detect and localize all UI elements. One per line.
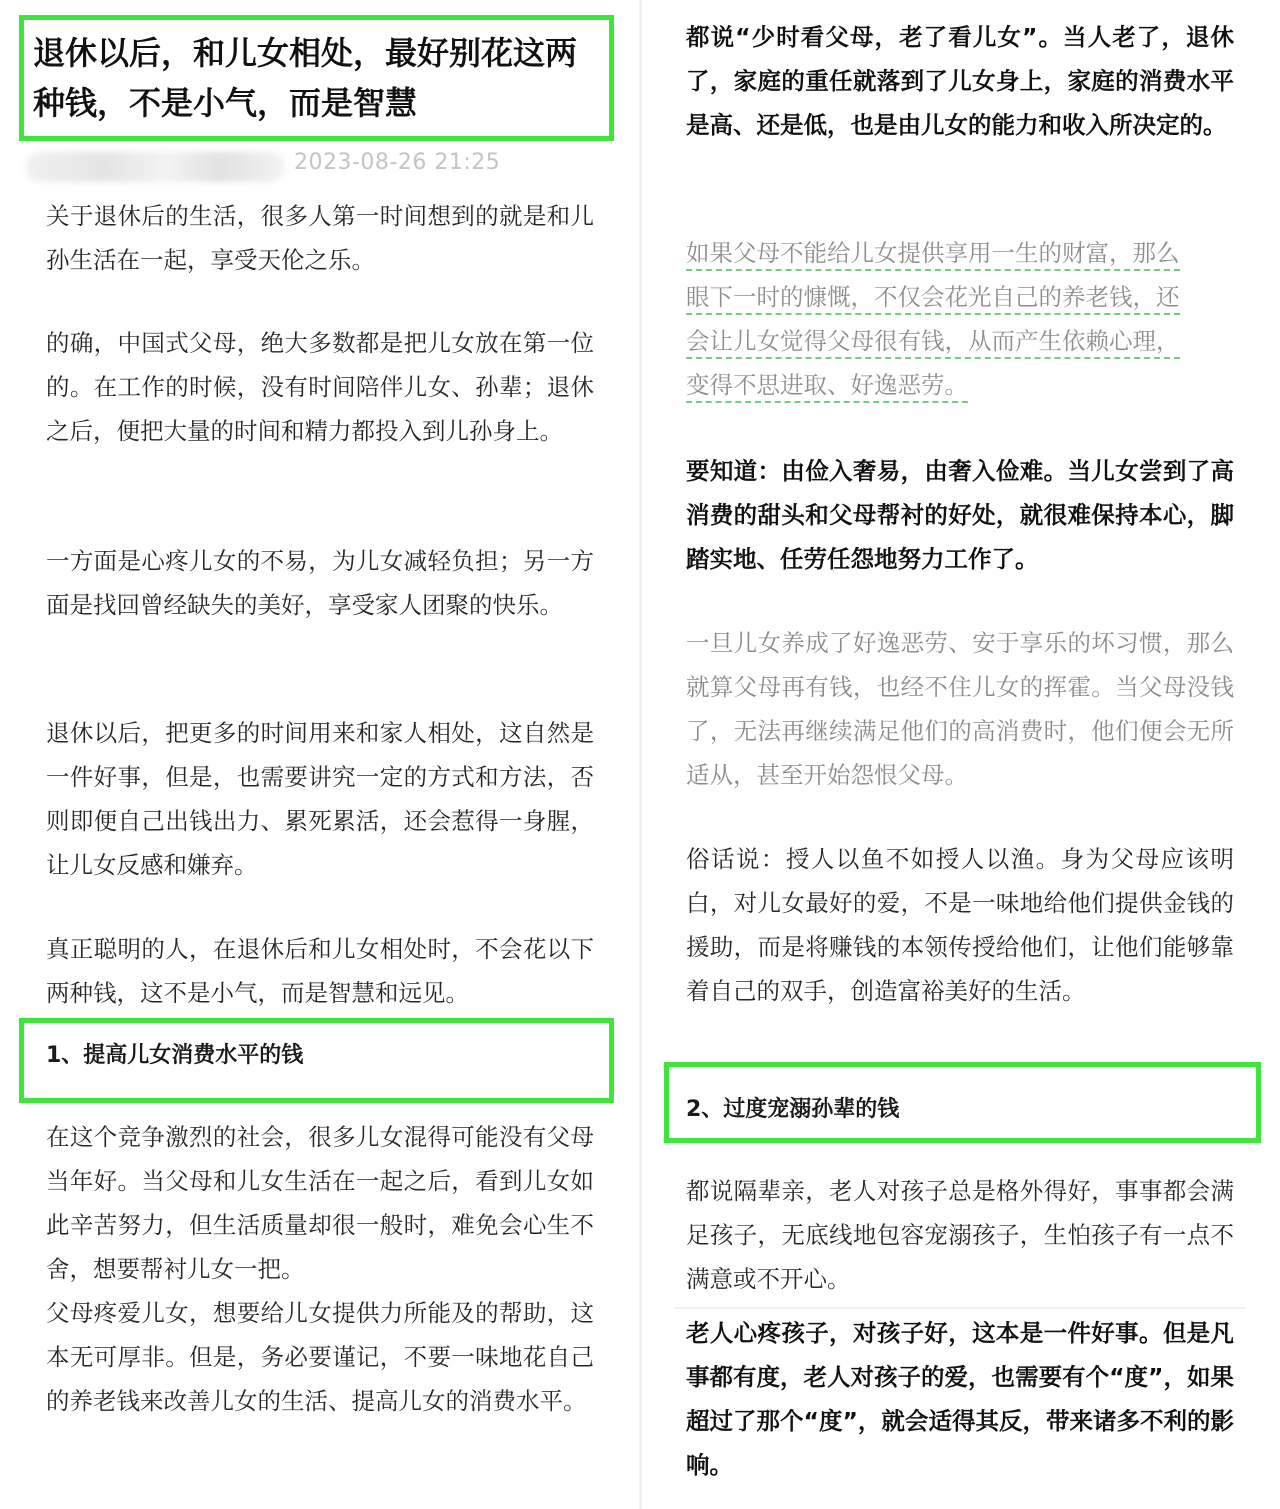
right-paragraph-4: 一旦儿女养成了好逸恶劳、安于享乐的坏习惯，那么就算父母再有钱，也经不住儿女的挥霍。当父母没钱了，无法再继续满足他们的高消费时，他们便会无所适从，甚至开始怨恨父母。 [686, 629, 1234, 789]
section-2-heading: 2、过度宠溺孙辈的钱 [686, 1097, 900, 1122]
paragraph-separator [674, 1307, 1246, 1309]
right-paragraph-1: 都说“少时看父母，老了看儿女”。当人老了，退休了，家庭的重任就落到了儿女身上，家庭的消费水平是高、还是低，也是由儿女的能力和收入所决定的。 [686, 23, 1234, 139]
quote-line-2: 眼下一时的慷慨，不仅会花光自己的养老钱，还 [686, 283, 1180, 315]
article-title: 退休以后，和儿女相处，最好别花这两种钱，不是小气，而是智慧 [33, 34, 578, 122]
left-paragraph-6: 在这个竞争激烈的社会，很多儿女混得可能没有父母当年好。当父母和儿女生活在一起之后，看到儿女如此辛苦努力，但生活质量却很一般时，难免会心生不舍，想要帮衬儿女一把。 [46, 1123, 594, 1283]
right-paragraph-7: 老人心疼孩子，对孩子好，这本是一件好事。但是凡事都有度，老人对孩子的爱，也需要有个“度”，如果超过了那个“度”，就会适得其反，带来诸多不利的影响。 [686, 1319, 1234, 1479]
left-paragraph-2: 的确，中国式父母，绝大多数都是把儿女放在第一位的。在工作的时候，没有时间陪伴儿女、孙辈；退休之后，便把大量的时间和精力都投入到儿孙身上。 [46, 329, 594, 445]
left-paragraph-7: 父母疼爱儿女，想要给儿女提供力所能及的帮助，这本无可厚非。但是，务必要谨记，不要一味地花自己的养老钱来改善儿女的生活、提高儿女的消费水平。 [46, 1299, 594, 1415]
left-paragraph-1: 关于退休后的生活，很多人第一时间想到的就是和儿孙生活在一起，享受天伦之乐。 [46, 202, 594, 274]
quote-line-1: 如果父母不能给儿女提供享用一生的财富，那么 [686, 239, 1180, 271]
publish-date: 2023-08-26 21:25 [294, 150, 501, 175]
right-quote-paragraph [686, 231, 1234, 407]
right-paragraph-3: 要知道：由俭入奢易，由奢入俭难。当儿女尝到了高消费的甜头和父母帮衬的好处，就很难保持本心，脚踏实地、任劳任怨地努力工作了。 [686, 457, 1234, 573]
left-paragraph-5: 真正聪明的人，在退休后和儿女相处时，不会花以下两种钱，这不是小气，而是智慧和远见。 [46, 935, 594, 1007]
right-paragraph-6: 都说隔辈亲，老人对孩子总是格外得好，事事都会满足孩子，无底线地包容宠溺孩子，生怕孩子有一点不满意或不开心。 [686, 1177, 1234, 1293]
section-1-heading: 1、提高儿女消费水平的钱 [46, 1043, 304, 1068]
quote-line-4: 变得不思进取、好逸恶劳。 [686, 371, 968, 403]
article-meta [26, 148, 616, 184]
right-paragraph-5: 俗话说：授人以鱼不如授人以渔。身为父母应该明白，对儿女最好的爱，不是一味地给他们提供金钱的援助，而是将赚钱的本领传授给他们，让他们能够靠着自己的双手，创造富裕美好的生活。 [686, 845, 1234, 1005]
quote-line-3: 会让儿女觉得父母很有钱，从而产生依赖心理， [686, 327, 1180, 359]
left-paragraph-4: 退休以后，把更多的时间用来和家人相处，这自然是一件好事，但是，也需要讲究一定的方式和方法，否则即便自己出钱出力、累死累活，还会惹得一身腥，让儿女反感和嫌弃。 [46, 719, 594, 879]
left-paragraph-3: 一方面是心疼儿女的不易，为儿女减轻负担；另一方面是找回曾经缺失的美好，享受家人团聚的快乐。 [46, 547, 594, 619]
author-blurred [26, 152, 284, 182]
